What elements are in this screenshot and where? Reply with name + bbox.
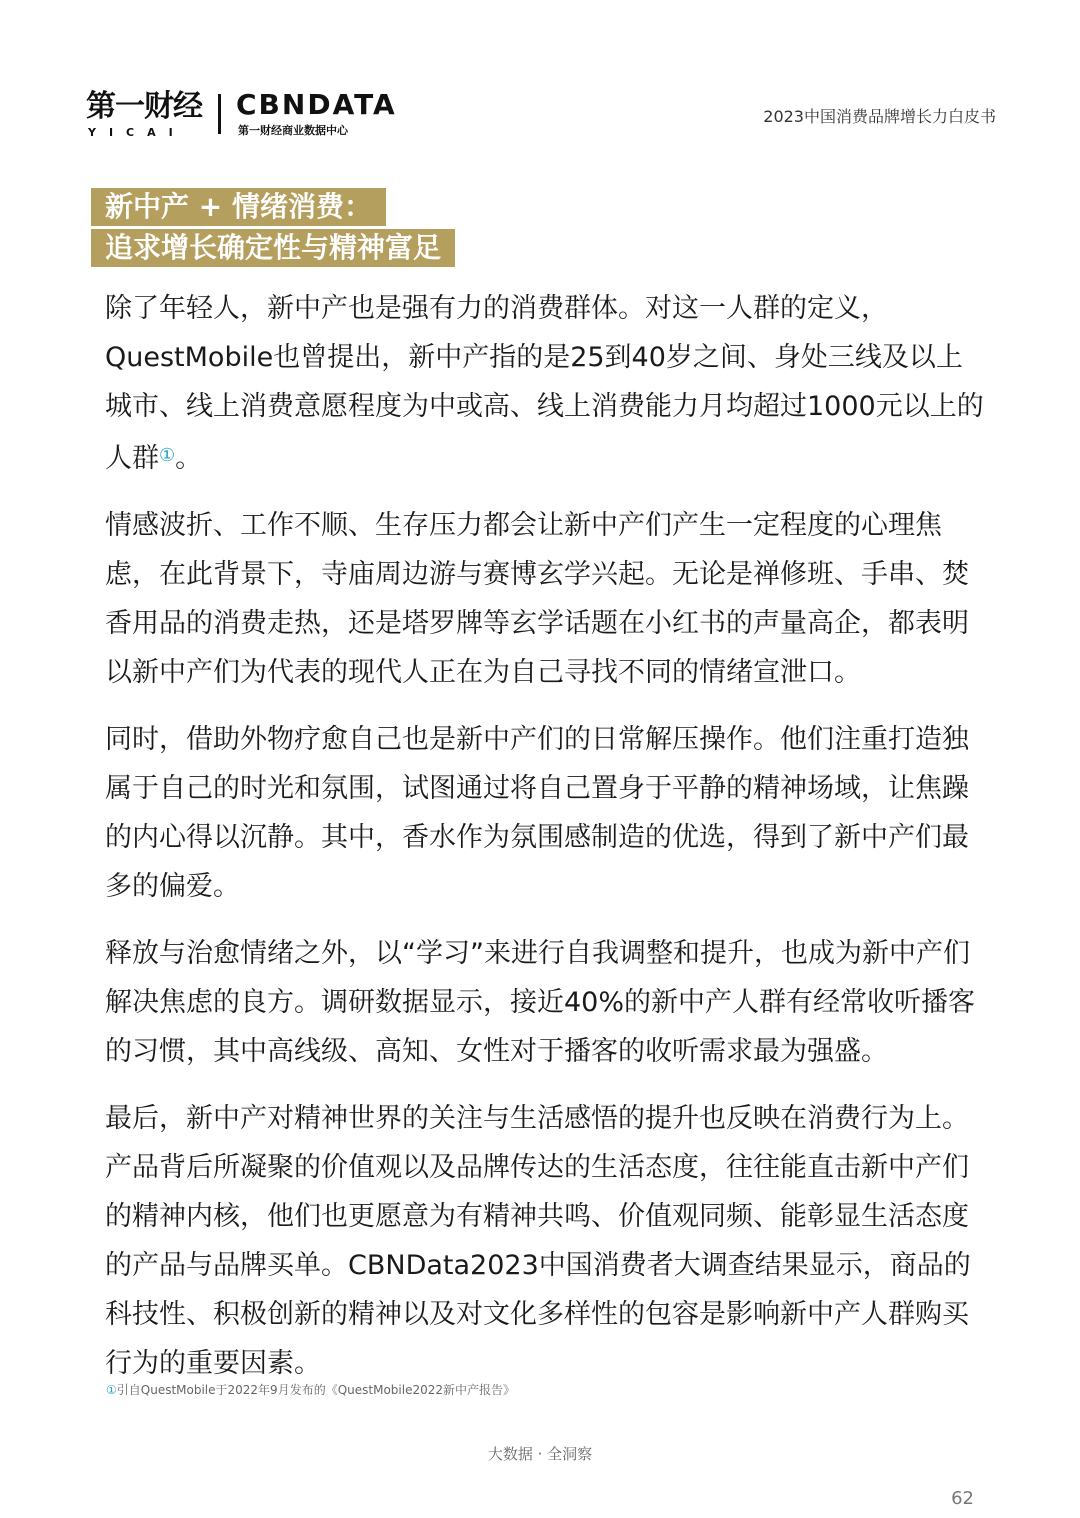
page-header [86, 88, 996, 148]
section-heading-line-1: 新中产 + 情绪消费： [91, 188, 386, 226]
paragraph-1-text: 除了年轻人，新中产也是强有力的消费群体。对这一人群的定义，QuestMobile也曾提出，新中产指的是25到40岁之间、身处三线及以上城市、线上消费意愿程度为中或高、线上消费能力月均超过1000元以上的人群 [105, 293, 984, 474]
footnote [106, 1381, 515, 1398]
yicai-logo-subtitle: YICAI [88, 126, 186, 139]
yicai-logo: 第一财经 [86, 89, 202, 124]
footnote-reference[interactable]: ① [159, 445, 176, 466]
footnote-mark: ① [106, 1383, 117, 1397]
paragraph-4: 释放与治愈情绪之外，以“学习”来进行自我调整和提升，也成为新中产们解决焦虑的良方。调研数据显示，接近40%的新中产人群有经常收听播客的习惯，其中高线级、高知、女性对于播客的收听需求最为强盛。 [105, 938, 976, 1067]
section-heading-line-2: 追求增长确定性与精神富足 [91, 229, 455, 267]
paragraph-3: 同时，借助外物疗愈自己也是新中产们的日常解压操作。他们注重打造独属于自己的时光和氛围，试图通过将自己置身于平静的精神场域，让焦躁的内心得以沉静。其中，香水作为氛围感制造的优选，得到了新中产们最多的偏爱。 [105, 724, 969, 902]
paragraph-1-end: 。 [175, 443, 203, 474]
footer-slogan: 大数据 · 全洞察 [487, 1445, 593, 1463]
paragraph-5: 最后，新中产对精神世界的关注与生活感悟的提升也反映在消费行为上。产品背后所凝聚的价值观以及品牌传达的生活态度，往往能直击新中产们的精神内核，他们也更愿意为有精神共鸣、价值观同频、能彰显生活态度的产品与品牌买单。CBNData2023中国消费者大调查结果显示，商品的科技性、积极创新的精神以及对文化多样性的包容是影响新中产人群购买行为的重要因素。 [105, 1103, 971, 1379]
body-text [105, 284, 985, 1406]
footnote-text: 引自QuestMobile于2022年9月发布的《QuestMobile2022新中产报告》 [116, 1383, 515, 1397]
document-title: 2023中国消费品牌增长力白皮书 [763, 107, 996, 126]
logo-divider [218, 94, 221, 134]
paragraph-1 [105, 284, 985, 483]
paragraph-2: 情感波折、工作不顺、生存压力都会让新中产们产生一定程度的心理焦虑，在此背景下，寺庙周边游与赛博玄学兴起。无论是禅修班、手串、焚香用品的消费走热，还是塔罗牌等玄学话题在小红书的声量高企，都表明以新中产们为代表的现代人正在为自己寻找不同的情绪宣泄口。 [105, 510, 969, 688]
cbndata-logo: CBNDATA [236, 88, 397, 121]
cbndata-logo-subtitle: 第一财经商业数据中心 [238, 124, 348, 137]
page-number: 62 [951, 1488, 974, 1509]
